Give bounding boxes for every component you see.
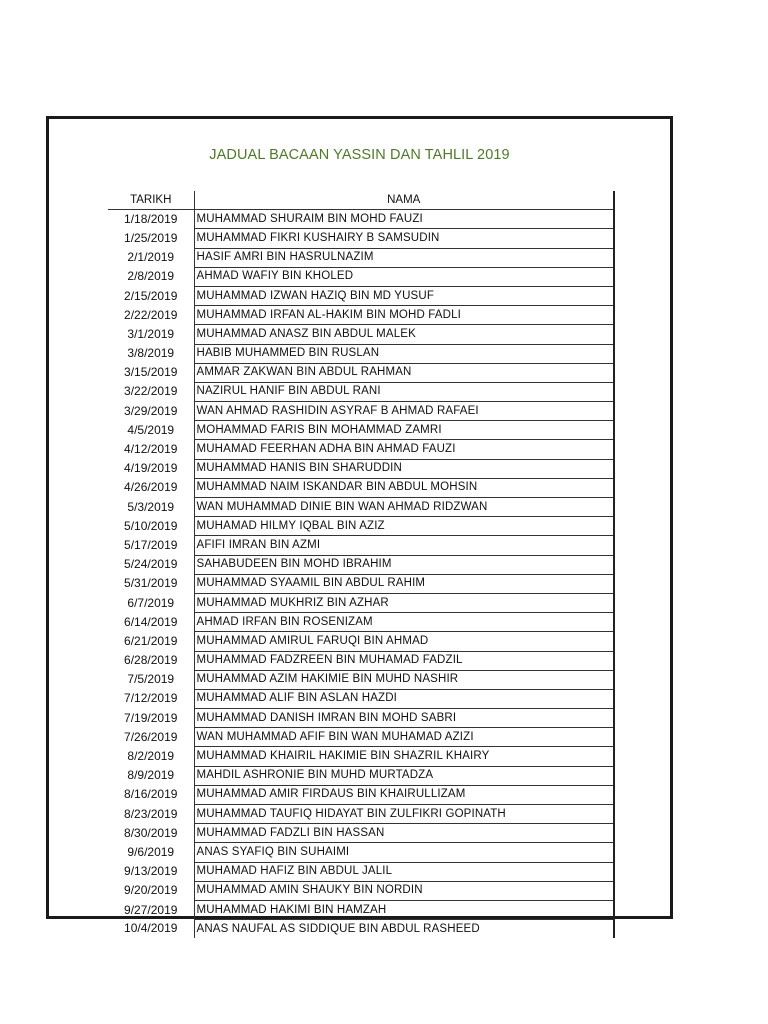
table-row bbox=[108, 440, 614, 459]
row-name: MUHAMMAD HAKIMI BIN HAMZAH bbox=[194, 900, 614, 919]
name-column-header: NAMA bbox=[194, 191, 614, 210]
row-name: ANAS SYAFIQ BIN SUHAIMI bbox=[194, 843, 614, 862]
row-name: MUHAMAD HILMY IQBAL BIN AZIZ bbox=[194, 517, 614, 536]
row-date: 3/8/2019 bbox=[108, 344, 194, 363]
table-row bbox=[108, 613, 614, 632]
row-name: NAZIRUL HANIF BIN ABDUL RANI bbox=[194, 382, 614, 401]
row-date: 9/13/2019 bbox=[108, 862, 194, 881]
table-row bbox=[108, 306, 614, 325]
table-row bbox=[108, 747, 614, 766]
table-row bbox=[108, 593, 614, 612]
table-row bbox=[108, 670, 614, 689]
row-name: WAN MUHAMMAD DINIE BIN WAN AHMAD RIDZWAN bbox=[194, 498, 614, 517]
row-date: 8/2/2019 bbox=[108, 747, 194, 766]
row-date: 7/19/2019 bbox=[108, 709, 194, 728]
table-row bbox=[108, 824, 614, 843]
row-name: AMMAR ZAKWAN BIN ABDUL RAHMAN bbox=[194, 363, 614, 382]
row-name: MUHAMAD FEERHAN ADHA BIN AHMAD FAUZI bbox=[194, 440, 614, 459]
row-date: 10/4/2019 bbox=[108, 920, 194, 939]
row-name: MUHAMMAD FADZLI BIN HASSAN bbox=[194, 824, 614, 843]
row-name: MUHAMMAD FADZREEN BIN MUHAMAD FADZIL bbox=[194, 651, 614, 670]
row-date: 8/16/2019 bbox=[108, 785, 194, 804]
row-date: 1/25/2019 bbox=[108, 229, 194, 248]
row-date: 3/15/2019 bbox=[108, 363, 194, 382]
table-row bbox=[108, 382, 614, 401]
table-row bbox=[108, 536, 614, 555]
row-date: 5/17/2019 bbox=[108, 536, 194, 555]
row-date: 4/26/2019 bbox=[108, 478, 194, 497]
row-date: 9/20/2019 bbox=[108, 881, 194, 900]
row-name: MUHAMMAD AMIRUL FARUQI BIN AHMAD bbox=[194, 632, 614, 651]
row-name: AHMAD WAFIY BIN KHOLED bbox=[194, 267, 614, 286]
table-row bbox=[108, 574, 614, 593]
table-row bbox=[108, 402, 614, 421]
row-date: 5/31/2019 bbox=[108, 574, 194, 593]
table-row bbox=[108, 920, 614, 939]
row-name: HASIF AMRI BIN HASRULNAZIM bbox=[194, 248, 614, 267]
table-row bbox=[108, 229, 614, 248]
table-row bbox=[108, 689, 614, 708]
row-date: 7/5/2019 bbox=[108, 670, 194, 689]
table-row bbox=[108, 498, 614, 517]
row-date: 7/26/2019 bbox=[108, 728, 194, 747]
row-date: 8/30/2019 bbox=[108, 824, 194, 843]
table-header-row bbox=[108, 191, 614, 210]
table-row bbox=[108, 632, 614, 651]
row-date: 7/12/2019 bbox=[108, 689, 194, 708]
row-name: MUHAMMAD AZIM HAKIMIE BIN MUHD NASHIR bbox=[194, 670, 614, 689]
table-row bbox=[108, 862, 614, 881]
table-row bbox=[108, 900, 614, 919]
row-name: HABIB MUHAMMED BIN RUSLAN bbox=[194, 344, 614, 363]
table-row bbox=[108, 709, 614, 728]
table-row bbox=[108, 248, 614, 267]
table-row bbox=[108, 728, 614, 747]
row-date: 3/22/2019 bbox=[108, 382, 194, 401]
document-title: JADUAL BACAAN YASSIN DAN TAHLIL 2019 bbox=[209, 147, 510, 163]
row-name: MUHAMMAD IRFAN AL-HAKIM BIN MOHD FADLI bbox=[194, 306, 614, 325]
row-date: 2/15/2019 bbox=[108, 286, 194, 305]
table-row bbox=[108, 344, 614, 363]
row-date: 8/23/2019 bbox=[108, 805, 194, 824]
row-name: AHMAD IRFAN BIN ROSENIZAM bbox=[194, 613, 614, 632]
row-name: WAN AHMAD RASHIDIN ASYRAF B AHMAD RAFAEI bbox=[194, 402, 614, 421]
row-name: MUHAMMAD FIKRI KUSHAIRY B SAMSUDIN bbox=[194, 229, 614, 248]
row-date: 6/7/2019 bbox=[108, 593, 194, 612]
row-date: 2/22/2019 bbox=[108, 306, 194, 325]
schedule-table bbox=[108, 191, 615, 938]
row-date: 5/24/2019 bbox=[108, 555, 194, 574]
table-row bbox=[108, 325, 614, 344]
row-name: MUHAMMAD SHURAIM BIN MOHD FAUZI bbox=[194, 210, 614, 229]
row-date: 9/27/2019 bbox=[108, 900, 194, 919]
table-row bbox=[108, 421, 614, 440]
row-name: WAN MUHAMMAD AFIF BIN WAN MUHAMAD AZIZI bbox=[194, 728, 614, 747]
row-date: 8/9/2019 bbox=[108, 766, 194, 785]
table-row bbox=[108, 363, 614, 382]
row-name: ANAS NAUFAL AS SIDDIQUE BIN ABDUL RASHEED bbox=[194, 920, 614, 939]
row-date: 5/10/2019 bbox=[108, 517, 194, 536]
row-name: MUHAMMAD MUKHRIZ BIN AZHAR bbox=[194, 593, 614, 612]
row-name: MOHAMMAD FARIS BIN MOHAMMAD ZAMRI bbox=[194, 421, 614, 440]
table-row bbox=[108, 555, 614, 574]
row-date: 4/5/2019 bbox=[108, 421, 194, 440]
row-name: AFIFI IMRAN BIN AZMI bbox=[194, 536, 614, 555]
table-row bbox=[108, 881, 614, 900]
row-date: 4/12/2019 bbox=[108, 440, 194, 459]
row-date: 2/8/2019 bbox=[108, 267, 194, 286]
row-name: MUHAMMAD NAIM ISKANDAR BIN ABDUL MOHSIN bbox=[194, 478, 614, 497]
row-date: 3/29/2019 bbox=[108, 402, 194, 421]
row-name: MUHAMMAD AMIR FIRDAUS BIN KHAIRULLIZAM bbox=[194, 785, 614, 804]
row-name: MUHAMMAD IZWAN HAZIQ BIN MD YUSUF bbox=[194, 286, 614, 305]
row-name: MUHAMMAD KHAIRIL HAKIMIE BIN SHAZRIL KHAIRY bbox=[194, 747, 614, 766]
row-name: MUHAMMAD TAUFIQ HIDAYAT BIN ZULFIKRI GOPINATH bbox=[194, 805, 614, 824]
table-row bbox=[108, 517, 614, 536]
row-name: MUHAMMAD HANIS BIN SHARUDDIN bbox=[194, 459, 614, 478]
row-date: 6/21/2019 bbox=[108, 632, 194, 651]
table-row bbox=[108, 267, 614, 286]
table-row bbox=[108, 805, 614, 824]
table-row bbox=[108, 651, 614, 670]
row-name: MUHAMMAD SYAAMIL BIN ABDUL RAHIM bbox=[194, 574, 614, 593]
row-name: MUHAMMAD ANASZ BIN ABDUL MALEK bbox=[194, 325, 614, 344]
table-row bbox=[108, 478, 614, 497]
row-date: 9/6/2019 bbox=[108, 843, 194, 862]
date-column-header: TARIKH bbox=[108, 191, 194, 210]
table-row bbox=[108, 286, 614, 305]
table-row bbox=[108, 766, 614, 785]
row-date: 4/19/2019 bbox=[108, 459, 194, 478]
row-name: SAHABUDEEN BIN MOHD IBRAHIM bbox=[194, 555, 614, 574]
row-date: 3/1/2019 bbox=[108, 325, 194, 344]
row-name: MAHDIL ASHRONIE BIN MUHD MURTADZA bbox=[194, 766, 614, 785]
table-row bbox=[108, 785, 614, 804]
table-row bbox=[108, 459, 614, 478]
row-date: 1/18/2019 bbox=[108, 210, 194, 229]
table-row bbox=[108, 210, 614, 229]
row-date: 5/3/2019 bbox=[108, 498, 194, 517]
table-row bbox=[108, 843, 614, 862]
row-name: MUHAMMAD AMIN SHAUKY BIN NORDIN bbox=[194, 881, 614, 900]
row-name: MUHAMMAD DANISH IMRAN BIN MOHD SABRI bbox=[194, 709, 614, 728]
table-body bbox=[108, 210, 614, 939]
row-name: MUHAMAD HAFIZ BIN ABDUL JALIL bbox=[194, 862, 614, 881]
row-date: 6/28/2019 bbox=[108, 651, 194, 670]
row-date: 6/14/2019 bbox=[108, 613, 194, 632]
document-page bbox=[46, 116, 673, 936]
row-name: MUHAMMAD ALIF BIN ASLAN HAZDI bbox=[194, 689, 614, 708]
row-date: 2/1/2019 bbox=[108, 248, 194, 267]
